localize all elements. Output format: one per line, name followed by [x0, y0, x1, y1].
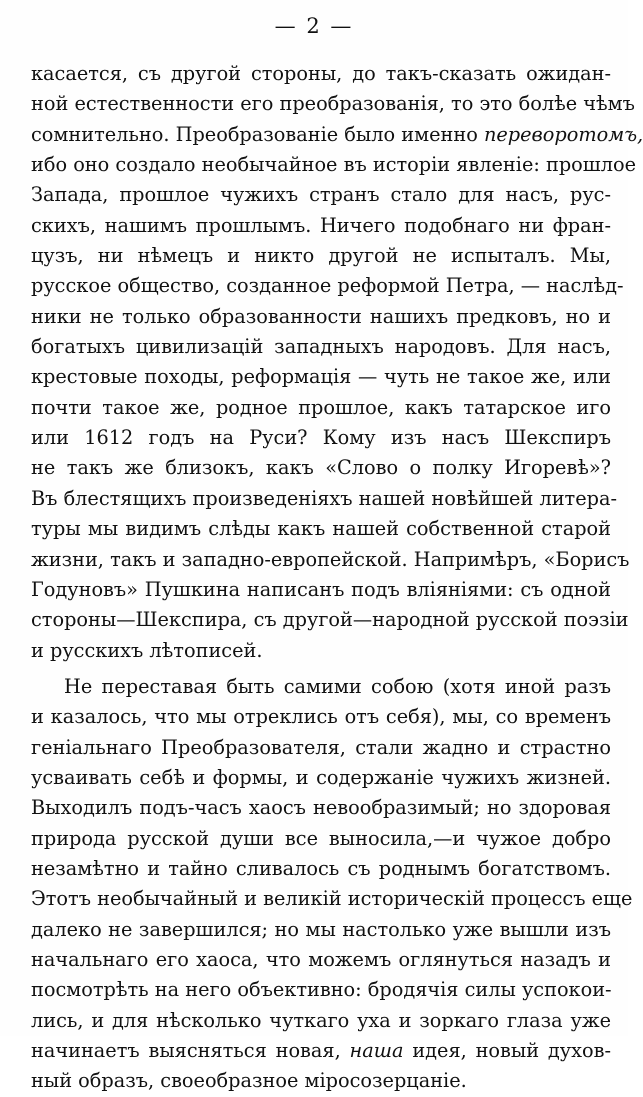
text-line: ибо оно создало необычайное въ исторіи явленіе: прошлое — [31, 153, 636, 177]
text-line: цузъ, ни нѣмецъ и никто другой не испыталъ. Мы, — [31, 244, 611, 268]
text-line: лись, и для нѣсколько чуткаго уха и зоркаго глаза уже — [31, 1008, 611, 1032]
text-line: скихъ, нашимъ прошлымъ. Ничего подобнаго ни фран- — [31, 213, 611, 237]
text-line: геніальнаго Преобразователя, стали жадно и страстно — [31, 735, 611, 759]
text-line: туры мы видимъ слѣды какъ нашей собственной старой — [31, 517, 611, 541]
text-line: и русскихъ лѣтописей. — [31, 638, 263, 662]
text-line: Не переставая быть самими собою (хотя иной разъ — [64, 674, 611, 698]
text-line: не такъ же близокъ, какъ «Слово о полку Игоревѣ»? — [31, 456, 611, 480]
emphasized-word: наша — [349, 1039, 404, 1062]
text-line: почти такое же, родное прошлое, какъ татарское иго — [31, 395, 611, 419]
text-line: Запада, прошлое чужихъ странъ стало для насъ, рус- — [31, 183, 611, 207]
text-line: усваивать себѣ и формы, и содержаніе чужихъ жизней. — [31, 765, 611, 789]
text-line: ники не только образованности нашихъ предковъ, но и — [31, 304, 611, 328]
text-line: сомнительно. Преобразованіе было именно переворотомъ, — [31, 122, 643, 146]
text-line: жизни, такъ и западно-европейской. Напримѣръ, «Борисъ — [31, 547, 630, 571]
text-line: или 1612 годъ на Руси? Кому изъ насъ Шекспиръ — [31, 426, 611, 450]
body-text — [31, 59, 643, 1097]
text-line: стороны—Шекспира, съ другой—народной русской поэзіи — [31, 608, 629, 632]
text-line: начинаетъ выясняться новая, наша идея, новый духов- — [31, 1039, 611, 1062]
page-number: — 2 — — [274, 14, 354, 38]
text-line: незамѣтно и тайно сливалось съ роднымъ богатствомъ. — [31, 856, 611, 880]
text-line: далеко не завершился; но мы настолько уже вышли изъ — [31, 917, 611, 941]
text-line: Годуновъ» Пушкина написанъ подъ вліяніями: съ одной — [31, 577, 611, 601]
emphasized-word: переворотомъ, — [483, 122, 643, 146]
text-line: природа русской души все выносила,—и чужое добро — [31, 826, 611, 850]
text-line: касается, съ другой стороны, до такъ-сказать ожидан- — [31, 62, 611, 85]
text-line: русское общество, созданное реформой Петра, — наслѣд- — [31, 274, 624, 298]
text-line: богатыхъ цивилизацій западныхъ народовъ. Для насъ, — [31, 335, 611, 359]
text-line: Въ блестящихъ произведеніяхъ нашей новѣйшей литера- — [31, 486, 617, 510]
text-line: ной естественности его преобразованія, то это болѣе чѣмъ — [31, 92, 635, 116]
text-line: посмотрѣть на него объективно: бродячія силы успокои- — [31, 978, 612, 1002]
text-line: ный образъ, своеобразное міросозерцаніе. — [31, 1069, 467, 1093]
text-line: Выходилъ подъ-часъ хаосъ невообразимый; но здоровая — [31, 796, 611, 820]
text-line: начальнаго его хаоса, что можемъ оглянуться назадъ и — [31, 947, 611, 971]
text-line: и казалось, что мы отреклись отъ себя), мы, со временъ — [31, 705, 611, 729]
text-line: крестовые походы, реформація — чуть не такое же, или — [31, 365, 611, 389]
text-line: Этотъ необычайный и великій историческій процессъ еще — [31, 887, 633, 911]
